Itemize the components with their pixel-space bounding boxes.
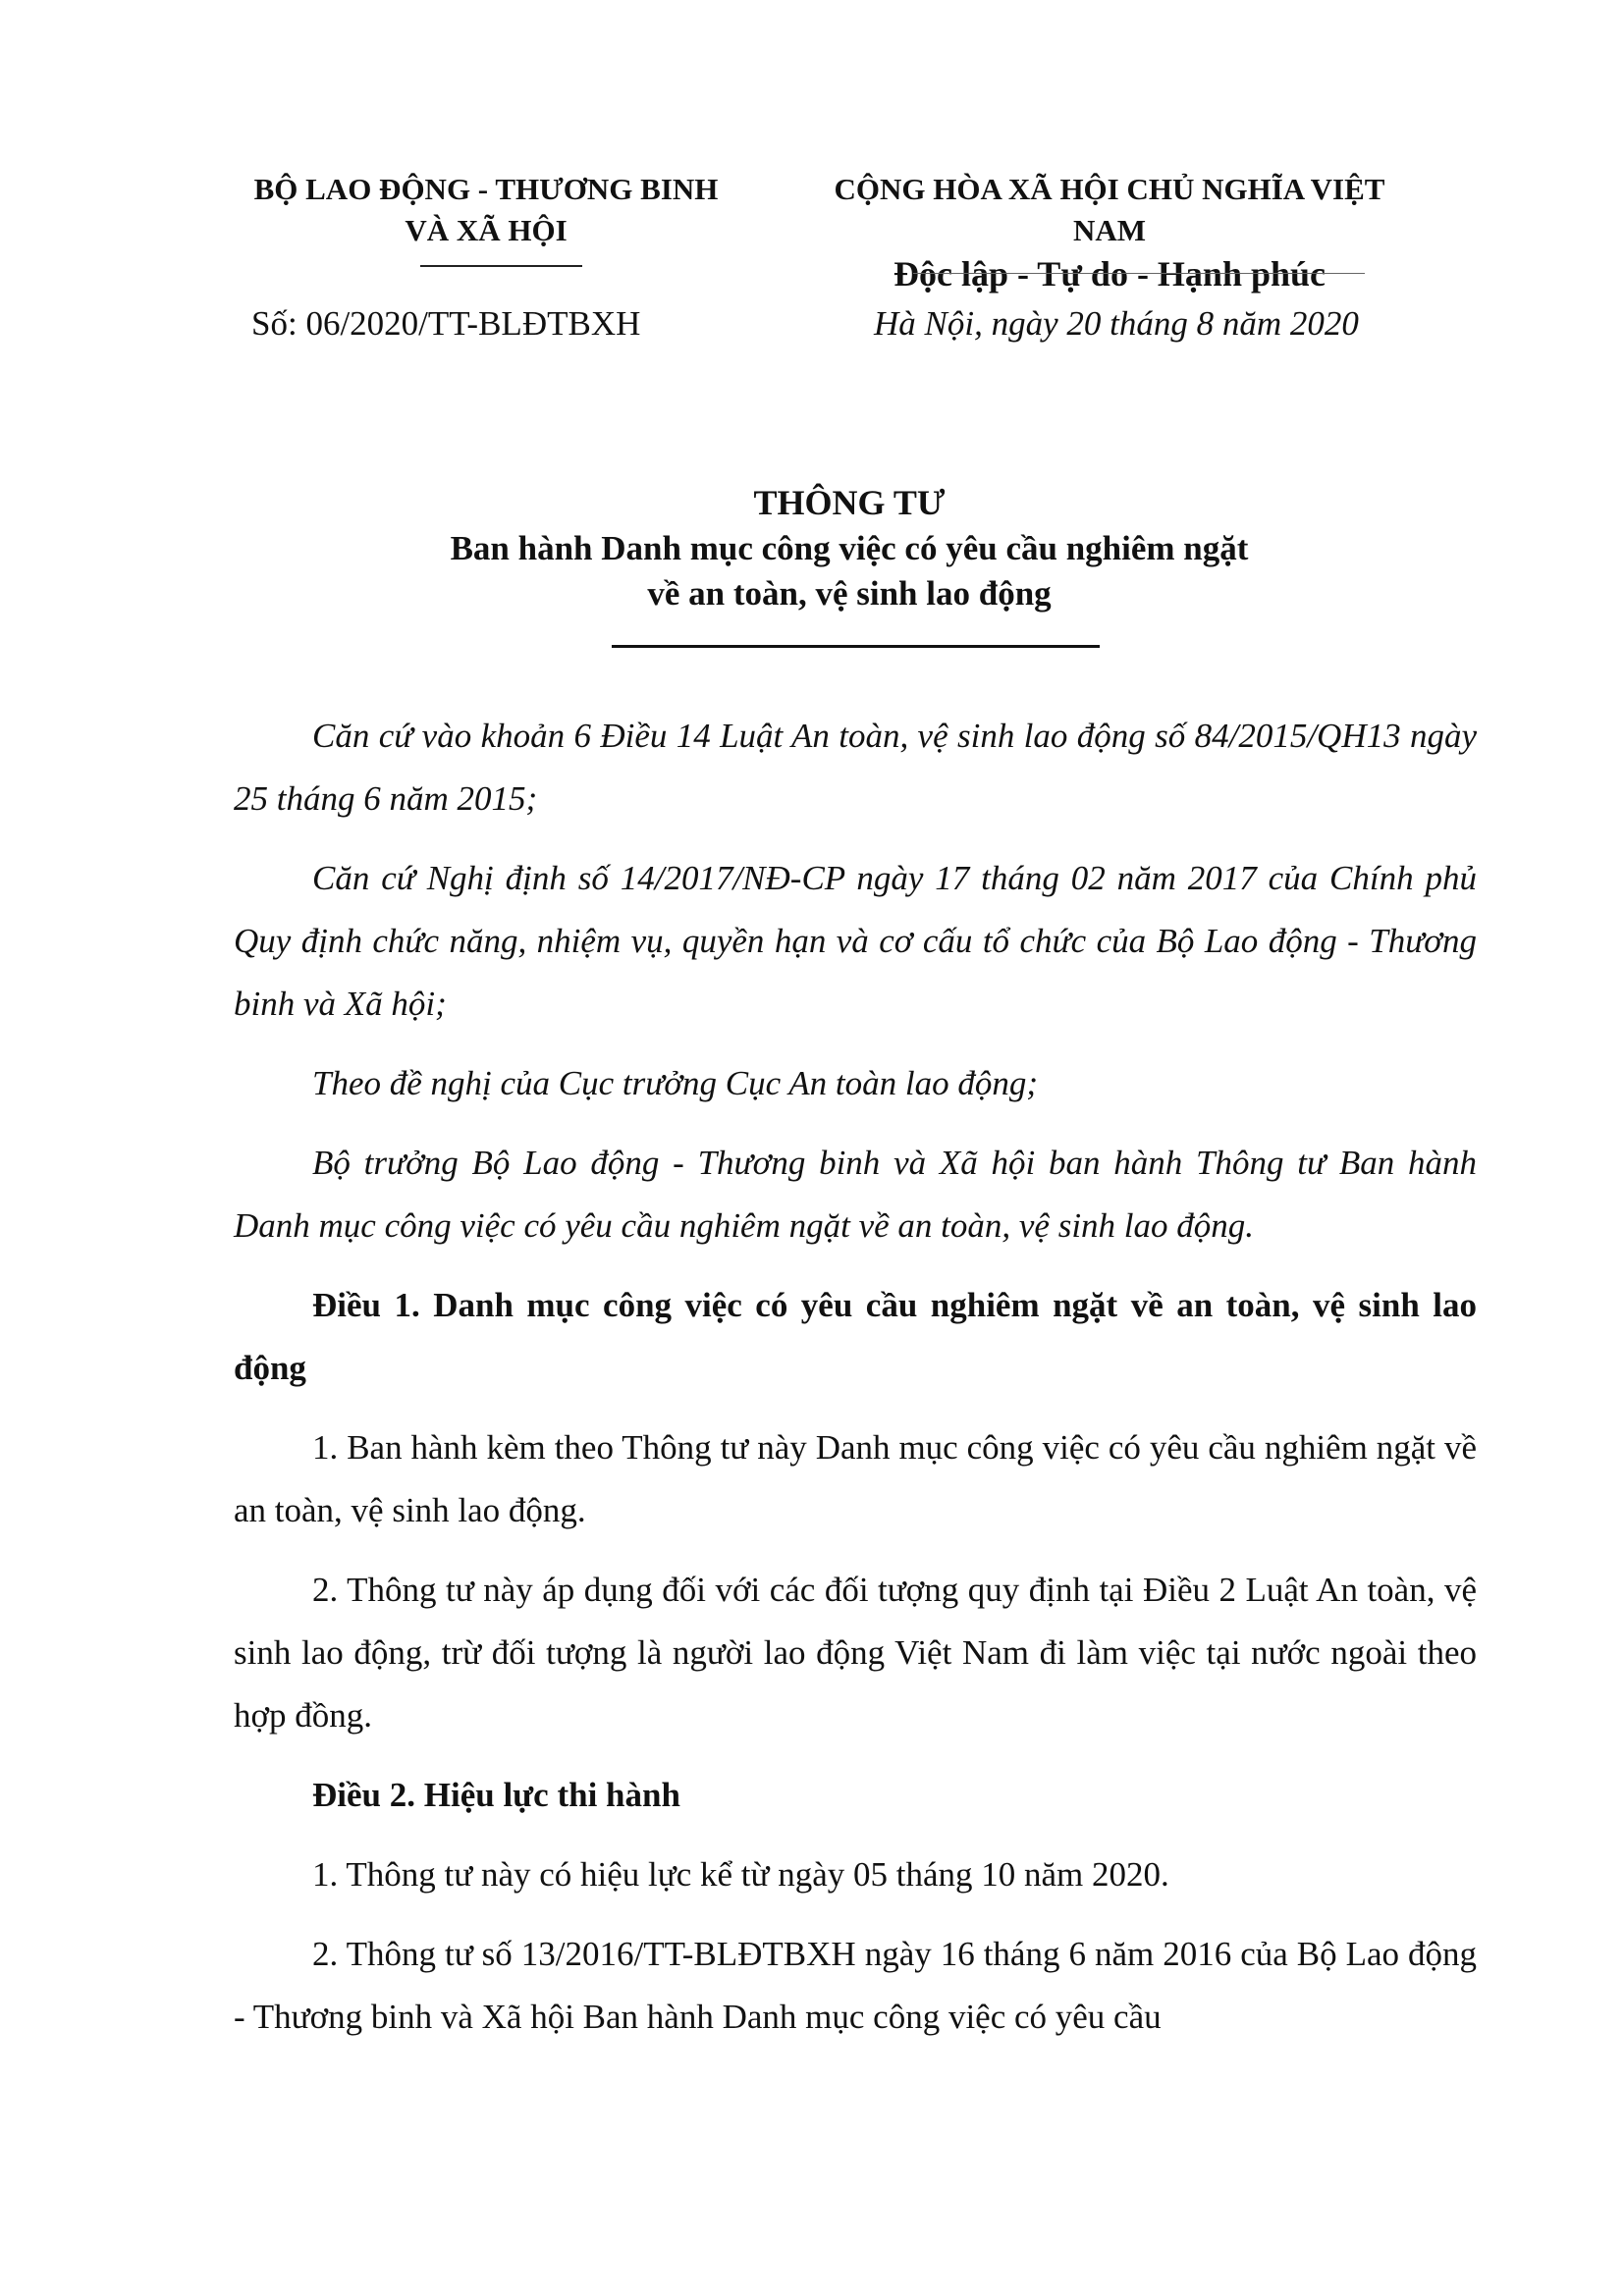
document-number: Số: 06/2020/TT-BLĐTBXH — [251, 304, 641, 343]
preamble-paragraph: Theo đề nghị của Cục trưởng Cục An toàn lao động; — [312, 1064, 1039, 1102]
subject-line-1: Ban hành Danh mục công việc có yêu cầu nghiêm ngặt — [450, 529, 1249, 567]
preamble-paragraph: Bộ trưởng Bộ Lao động - Thương binh và Xã hội ban hành Thông tư Ban hành Danh mục công việc có yêu cầu nghiêm ngặt về an toàn, vệ sinh lao động. — [234, 1144, 1477, 1245]
place-and-date: Hà Nội, ngày 20 tháng 8 năm 2020 — [874, 304, 1359, 343]
country-name: CỘNG HÒA XÃ HỘI CHỦ NGHĨA VIỆT NAM — [834, 172, 1385, 247]
issuing-agency — [211, 169, 761, 251]
document-body — [234, 705, 1477, 2065]
agency-line-1: BỘ LAO ĐỘNG - THƯƠNG BINH — [253, 172, 719, 206]
article-2-heading: Điều 2. Hiệu lực thi hành — [312, 1776, 680, 1814]
article-2-clause: 2. Thông tư số 13/2016/TT-BLĐTBXH ngày 16 tháng 6 năm 2016 của Bộ Lao động - Thương binh và Xã hội Ban hành Danh mục công việc có yêu cầu — [234, 1935, 1477, 2036]
article-2-clause: 1. Thông tư này có hiệu lực kể từ ngày 05 tháng 10 năm 2020. — [312, 1855, 1169, 1894]
article-1-clause: 1. Ban hành kèm theo Thông tư này Danh mục công việc có yêu cầu nghiêm ngặt về an toàn, vệ sinh lao động. — [234, 1428, 1477, 1529]
article-1-clause: 2. Thông tư này áp dụng đối với các đối tượng quy định tại Điều 2 Luật An toàn, vệ sinh lao động, trừ đối tượng là người lao động Việt Nam đi làm việc tại nước ngoài theo hợp đồng. — [234, 1571, 1477, 1735]
subject-line-2: về an toàn, vệ sinh lao động — [647, 574, 1052, 613]
document-title — [226, 479, 1473, 616]
article-1-heading: Điều 1. Danh mục công việc có yêu cầu nghiêm ngặt về an toàn, vệ sinh lao động — [234, 1286, 1477, 1387]
document-type: THÔNG TƯ — [753, 483, 946, 522]
agency-line-2: VÀ XÃ HỘI — [405, 213, 568, 247]
national-motto — [795, 169, 1424, 296]
preamble-paragraph: Căn cứ Nghị định số 14/2017/NĐ-CP ngày 17 tháng 02 năm 2017 của Chính phủ Quy định chức năng, nhiệm vụ, quyền hạn và cơ cấu tổ chức của Bộ Lao động - Thương binh và Xã hội; — [234, 859, 1477, 1023]
agency-underline — [420, 265, 582, 267]
motto-underline — [913, 273, 1365, 274]
motto: Độc lập - Tự do - Hạnh phúc — [893, 254, 1326, 294]
preamble-paragraph: Căn cứ vào khoản 6 Điều 14 Luật An toàn, vệ sinh lao động số 84/2015/QH13 ngày 25 tháng 6 năm 2015; — [234, 717, 1477, 818]
title-underline — [612, 645, 1100, 648]
